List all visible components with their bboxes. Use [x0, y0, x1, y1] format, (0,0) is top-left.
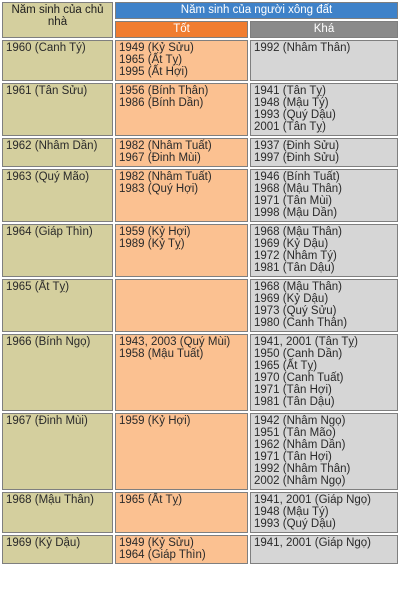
fair-years-cell: 1941, 2001 (Giáp Ngọ) 1948 (Mậu Tý) 1993 (Quý Dậu) — [250, 492, 398, 533]
good-years-cell: 1959 (Kỷ Hợi) 1989 (Kỷ Tỵ) — [115, 224, 248, 277]
owner-year-cell: 1964 (Giáp Thìn) — [2, 224, 113, 277]
good-years-cell: 1982 (Nhâm Tuất) 1967 (Đinh Mùi) — [115, 138, 248, 167]
table-row — [2, 169, 398, 222]
table-row — [2, 83, 398, 136]
table-row — [2, 413, 398, 490]
fair-years-cell: 1946 (Bính Tuất) 1968 (Mậu Thân) 1971 (Tân Mùi) 1998 (Mậu Dần) — [250, 169, 398, 222]
fair-years-cell: 1941 (Tân Tỵ) 1948 (Mậu Tý) 1993 (Quý Dậu) 2001 (Tân Tỵ) — [250, 83, 398, 136]
fair-years-cell: 1968 (Mậu Thân) 1969 (Kỷ Dậu) 1973 (Quý Sửu) 1980 (Canh Thân) — [250, 279, 398, 332]
fair-years-cell: 1937 (Đinh Sửu) 1997 (Đinh Sửu) — [250, 138, 398, 167]
owner-year-cell: 1967 (Đinh Mùi) — [2, 413, 113, 490]
owner-year-cell: 1965 (Ất Tỵ) — [2, 279, 113, 332]
visitor-year-header: Năm sinh của người xông đất — [115, 2, 398, 19]
good-years-cell: 1943, 2003 (Quý Mùi) 1958 (Mậu Tuất) — [115, 334, 248, 411]
fair-years-cell: 1992 (Nhâm Thân) — [250, 40, 398, 81]
good-column-header: Tốt — [115, 21, 248, 38]
owner-year-cell: 1966 (Bính Ngọ) — [2, 334, 113, 411]
table-row — [2, 224, 398, 277]
fair-years-cell: 1941, 2001 (Tân Tỵ) 1950 (Canh Dần) 1965 (Ất Tỵ) 1970 (Canh Tuất) 1971 (Tân Hợi) 1981 (Tân Dậu) — [250, 334, 398, 411]
owner-year-cell: 1968 (Mậu Thân) — [2, 492, 113, 533]
fair-years-cell: 1941, 2001 (Giáp Ngọ) — [250, 535, 398, 564]
owner-year-header: Năm sinh của chủ nhà — [2, 2, 113, 38]
table-row — [2, 279, 398, 332]
table-row — [2, 138, 398, 167]
fair-years-cell: 1968 (Mậu Thân) 1969 (Kỷ Dậu) 1972 (Nhâm Tý) 1981 (Tân Dậu) — [250, 224, 398, 277]
good-years-cell: 1982 (Nhâm Tuất) 1983 (Quý Hợi) — [115, 169, 248, 222]
owner-year-cell: 1969 (Kỷ Dậu) — [2, 535, 113, 564]
fair-column-header: Khá — [250, 21, 398, 38]
owner-year-cell: 1962 (Nhâm Dần) — [2, 138, 113, 167]
owner-year-cell: 1961 (Tân Sửu) — [2, 83, 113, 136]
table-row — [2, 535, 398, 564]
good-years-cell: 1959 (Kỷ Hợi) — [115, 413, 248, 490]
good-years-cell — [115, 279, 248, 332]
table-row — [2, 334, 398, 411]
fair-years-cell: 1942 (Nhâm Ngọ) 1951 (Tân Mão) 1962 (Nhâm Dần) 1971 (Tân Hợi) 1992 (Nhâm Thân) 2002 (Nhâm Ngọ) — [250, 413, 398, 490]
owner-year-cell: 1963 (Quý Mão) — [2, 169, 113, 222]
good-years-cell: 1965 (Ất Tỵ) — [115, 492, 248, 533]
good-years-cell: 1956 (Bính Thân) 1986 (Bính Dần) — [115, 83, 248, 136]
good-years-cell: 1949 (Kỷ Sửu) 1964 (Giáp Thìn) — [115, 535, 248, 564]
owner-year-cell: 1960 (Canh Tý) — [2, 40, 113, 81]
good-years-cell: 1949 (Kỷ Sửu) 1965 (Ất Tỵ) 1995 (Ất Hợi) — [115, 40, 248, 81]
table-row — [2, 40, 398, 81]
table-row — [2, 492, 398, 533]
